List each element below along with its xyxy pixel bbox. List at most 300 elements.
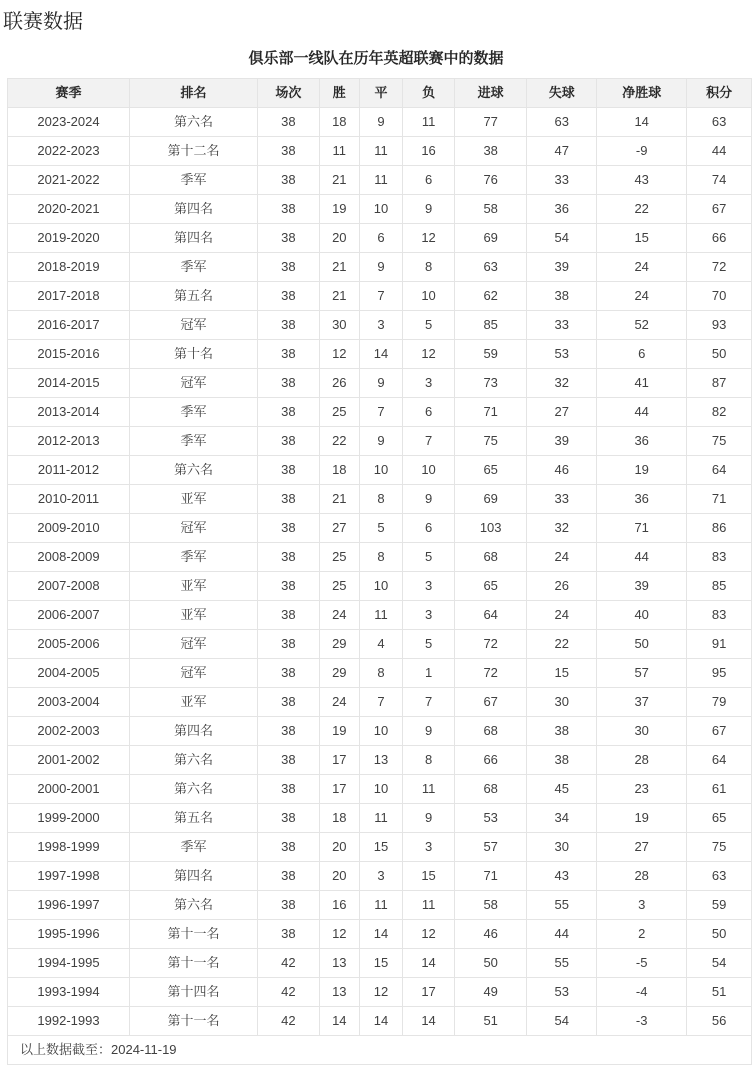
cell-season: 2016-2017 <box>8 311 130 340</box>
table-row <box>8 282 752 311</box>
cell-goals-for: 68 <box>455 543 527 572</box>
cell-points: 63 <box>687 108 752 137</box>
cell-wins: 19 <box>319 195 359 224</box>
cell-season: 2007-2008 <box>8 572 130 601</box>
cell-played: 38 <box>257 891 319 920</box>
cell-season: 2013-2014 <box>8 398 130 427</box>
cell-goals-for: 77 <box>455 108 527 137</box>
cell-goal-diff: 28 <box>597 746 687 775</box>
cell-played: 38 <box>257 340 319 369</box>
cell-losses: 14 <box>403 1007 455 1036</box>
cell-goals-for: 65 <box>455 456 527 485</box>
cell-season: 2000-2001 <box>8 775 130 804</box>
cell-losses: 14 <box>403 949 455 978</box>
cell-season: 2001-2002 <box>8 746 130 775</box>
table-row <box>8 572 752 601</box>
cell-draws: 10 <box>359 717 402 746</box>
table-row <box>8 688 752 717</box>
cell-played: 38 <box>257 746 319 775</box>
cell-goal-diff: 36 <box>597 485 687 514</box>
cell-season: 2017-2018 <box>8 282 130 311</box>
cell-goals-against: 44 <box>527 920 597 949</box>
cell-rank: 季军 <box>130 427 258 456</box>
cell-season: 2012-2013 <box>8 427 130 456</box>
cell-played: 42 <box>257 978 319 1007</box>
cell-draws: 11 <box>359 601 402 630</box>
cell-draws: 9 <box>359 108 402 137</box>
cell-losses: 9 <box>403 717 455 746</box>
cell-losses: 17 <box>403 978 455 1007</box>
cell-goals-against: 36 <box>527 195 597 224</box>
table-row <box>8 340 752 369</box>
cell-season: 2014-2015 <box>8 369 130 398</box>
cell-points: 64 <box>687 456 752 485</box>
cell-rank: 季军 <box>130 398 258 427</box>
cell-points: 70 <box>687 282 752 311</box>
cell-losses: 8 <box>403 746 455 775</box>
cell-played: 38 <box>257 253 319 282</box>
cell-goals-for: 71 <box>455 398 527 427</box>
cell-points: 72 <box>687 253 752 282</box>
table-row <box>8 978 752 1007</box>
table-row <box>8 195 752 224</box>
cell-draws: 11 <box>359 137 402 166</box>
cell-losses: 1 <box>403 659 455 688</box>
page-title: 联赛数据 <box>3 11 83 33</box>
cell-rank: 亚军 <box>130 485 258 514</box>
cell-points: 71 <box>687 485 752 514</box>
cell-goals-against: 30 <box>527 833 597 862</box>
cell-rank: 亚军 <box>130 572 258 601</box>
cell-points: 61 <box>687 775 752 804</box>
cell-losses: 10 <box>403 282 455 311</box>
cell-losses: 12 <box>403 224 455 253</box>
cell-draws: 3 <box>359 862 402 891</box>
cell-goals-against: 43 <box>527 862 597 891</box>
cell-season: 1995-1996 <box>8 920 130 949</box>
cell-rank: 第十一名 <box>130 1007 258 1036</box>
cell-draws: 7 <box>359 282 402 311</box>
cell-rank: 第十名 <box>130 340 258 369</box>
cell-losses: 11 <box>403 891 455 920</box>
table-row <box>8 717 752 746</box>
cell-losses: 9 <box>403 804 455 833</box>
cell-losses: 5 <box>403 311 455 340</box>
cell-season: 2009-2010 <box>8 514 130 543</box>
cell-points: 95 <box>687 659 752 688</box>
cell-losses: 15 <box>403 862 455 891</box>
cell-season: 1993-1994 <box>8 978 130 1007</box>
cell-goal-diff: 71 <box>597 514 687 543</box>
cell-losses: 12 <box>403 920 455 949</box>
column-header-draws: 平 <box>359 79 402 108</box>
cell-rank: 季军 <box>130 166 258 195</box>
cell-rank: 第六名 <box>130 108 258 137</box>
cell-wins: 25 <box>319 543 359 572</box>
cell-goals-against: 45 <box>527 775 597 804</box>
table-row <box>8 630 752 659</box>
table-row <box>8 659 752 688</box>
cell-played: 38 <box>257 485 319 514</box>
cell-goals-for: 58 <box>455 195 527 224</box>
cell-played: 38 <box>257 920 319 949</box>
cell-draws: 10 <box>359 456 402 485</box>
cell-goals-for: 50 <box>455 949 527 978</box>
cell-points: 91 <box>687 630 752 659</box>
page <box>0 10 752 1065</box>
cell-goal-diff: 44 <box>597 398 687 427</box>
table-row <box>8 427 752 456</box>
cell-season: 2002-2003 <box>8 717 130 746</box>
table-row <box>8 920 752 949</box>
cell-draws: 15 <box>359 833 402 862</box>
cell-points: 75 <box>687 833 752 862</box>
cell-goals-for: 69 <box>455 224 527 253</box>
cell-points: 64 <box>687 746 752 775</box>
cell-played: 38 <box>257 572 319 601</box>
cell-wins: 16 <box>319 891 359 920</box>
cell-played: 38 <box>257 601 319 630</box>
cell-goals-against: 39 <box>527 427 597 456</box>
cell-draws: 5 <box>359 514 402 543</box>
cell-goal-diff: 41 <box>597 369 687 398</box>
cell-losses: 10 <box>403 456 455 485</box>
table-row <box>8 253 752 282</box>
cell-goal-diff: -9 <box>597 137 687 166</box>
table-row <box>8 862 752 891</box>
cell-played: 38 <box>257 108 319 137</box>
cell-points: 74 <box>687 166 752 195</box>
cell-draws: 4 <box>359 630 402 659</box>
table-row <box>8 746 752 775</box>
table-row <box>8 804 752 833</box>
cell-points: 93 <box>687 311 752 340</box>
cell-goals-for: 58 <box>455 891 527 920</box>
cell-played: 42 <box>257 949 319 978</box>
cell-goal-diff: 30 <box>597 717 687 746</box>
cell-goals-against: 53 <box>527 340 597 369</box>
cell-wins: 20 <box>319 224 359 253</box>
cell-points: 59 <box>687 891 752 920</box>
cell-goal-diff: 44 <box>597 543 687 572</box>
cell-wins: 19 <box>319 717 359 746</box>
table-row <box>8 108 752 137</box>
table-row <box>8 775 752 804</box>
cell-goals-for: 62 <box>455 282 527 311</box>
cell-goals-against: 32 <box>527 514 597 543</box>
cell-goals-against: 22 <box>527 630 597 659</box>
cell-draws: 9 <box>359 427 402 456</box>
cell-season: 2019-2020 <box>8 224 130 253</box>
cell-goal-diff: -5 <box>597 949 687 978</box>
cell-wins: 29 <box>319 659 359 688</box>
cell-goal-diff: 19 <box>597 456 687 485</box>
cell-points: 65 <box>687 804 752 833</box>
cell-wins: 17 <box>319 746 359 775</box>
cell-points: 50 <box>687 920 752 949</box>
cell-wins: 18 <box>319 804 359 833</box>
column-header-goals-for: 进球 <box>455 79 527 108</box>
cell-goals-for: 67 <box>455 688 527 717</box>
cell-goals-against: 63 <box>527 108 597 137</box>
cell-goal-diff: 6 <box>597 340 687 369</box>
cell-goals-against: 24 <box>527 543 597 572</box>
cell-season: 2004-2005 <box>8 659 130 688</box>
cell-goals-for: 57 <box>455 833 527 862</box>
cell-season: 2020-2021 <box>8 195 130 224</box>
cell-points: 79 <box>687 688 752 717</box>
cell-points: 63 <box>687 862 752 891</box>
cell-goals-for: 59 <box>455 340 527 369</box>
cell-wins: 25 <box>319 398 359 427</box>
cell-goals-for: 76 <box>455 166 527 195</box>
cell-wins: 20 <box>319 833 359 862</box>
cell-wins: 13 <box>319 978 359 1007</box>
cell-draws: 8 <box>359 485 402 514</box>
cell-wins: 21 <box>319 485 359 514</box>
cell-goals-for: 72 <box>455 630 527 659</box>
cell-goals-for: 63 <box>455 253 527 282</box>
cell-wins: 21 <box>319 253 359 282</box>
cell-goals-for: 64 <box>455 601 527 630</box>
cell-losses: 5 <box>403 630 455 659</box>
cell-goal-diff: 27 <box>597 833 687 862</box>
cell-goal-diff: 50 <box>597 630 687 659</box>
cell-goal-diff: 14 <box>597 108 687 137</box>
cell-points: 54 <box>687 949 752 978</box>
cell-goals-for: 68 <box>455 717 527 746</box>
cell-draws: 13 <box>359 746 402 775</box>
cell-points: 83 <box>687 543 752 572</box>
cell-rank: 第四名 <box>130 862 258 891</box>
cell-draws: 10 <box>359 775 402 804</box>
table-row <box>8 833 752 862</box>
cell-goals-against: 55 <box>527 891 597 920</box>
cell-goals-against: 15 <box>527 659 597 688</box>
cell-wins: 11 <box>319 137 359 166</box>
cell-points: 67 <box>687 195 752 224</box>
column-header-points: 积分 <box>687 79 752 108</box>
table-caption: 俱乐部一线队在历年英超联赛中的数据 <box>248 50 504 67</box>
cell-goal-diff: 24 <box>597 253 687 282</box>
cell-losses: 7 <box>403 688 455 717</box>
cell-goal-diff: 24 <box>597 282 687 311</box>
cell-goal-diff: -3 <box>597 1007 687 1036</box>
column-header-losses: 负 <box>403 79 455 108</box>
cell-wins: 24 <box>319 601 359 630</box>
cell-played: 38 <box>257 311 319 340</box>
cell-season: 2022-2023 <box>8 137 130 166</box>
cell-goal-diff: 39 <box>597 572 687 601</box>
cell-draws: 14 <box>359 920 402 949</box>
cell-losses: 6 <box>403 514 455 543</box>
cell-losses: 16 <box>403 137 455 166</box>
cell-rank: 季军 <box>130 253 258 282</box>
cell-wins: 12 <box>319 920 359 949</box>
column-header-goals-against: 失球 <box>527 79 597 108</box>
cell-draws: 8 <box>359 659 402 688</box>
cell-goals-against: 54 <box>527 224 597 253</box>
cell-season: 2011-2012 <box>8 456 130 485</box>
table-header-row <box>8 79 752 108</box>
cell-played: 38 <box>257 369 319 398</box>
cell-goals-against: 47 <box>527 137 597 166</box>
cell-goals-for: 85 <box>455 311 527 340</box>
cell-rank: 冠军 <box>130 311 258 340</box>
cell-goals-against: 38 <box>527 746 597 775</box>
cell-goal-diff: 15 <box>597 224 687 253</box>
cell-goals-for: 68 <box>455 775 527 804</box>
cell-draws: 14 <box>359 340 402 369</box>
cell-rank: 第四名 <box>130 195 258 224</box>
cell-goal-diff: 3 <box>597 891 687 920</box>
cell-rank: 第六名 <box>130 746 258 775</box>
cell-wins: 24 <box>319 688 359 717</box>
cell-draws: 6 <box>359 224 402 253</box>
cell-season: 2005-2006 <box>8 630 130 659</box>
cell-rank: 亚军 <box>130 688 258 717</box>
cell-goals-against: 53 <box>527 978 597 1007</box>
table-row <box>8 311 752 340</box>
cell-goals-against: 33 <box>527 311 597 340</box>
cell-points: 87 <box>687 369 752 398</box>
cell-points: 75 <box>687 427 752 456</box>
cell-goals-for: 72 <box>455 659 527 688</box>
cell-rank: 第五名 <box>130 804 258 833</box>
cell-season: 1999-2000 <box>8 804 130 833</box>
table-row <box>8 485 752 514</box>
cell-points: 51 <box>687 978 752 1007</box>
cell-played: 38 <box>257 717 319 746</box>
table-footer <box>8 1036 752 1065</box>
cell-draws: 7 <box>359 688 402 717</box>
table-row <box>8 1007 752 1036</box>
cell-season: 2015-2016 <box>8 340 130 369</box>
cell-draws: 11 <box>359 891 402 920</box>
table-row <box>8 369 752 398</box>
table-row <box>8 456 752 485</box>
cell-played: 38 <box>257 398 319 427</box>
cell-wins: 18 <box>319 456 359 485</box>
cell-losses: 3 <box>403 369 455 398</box>
cell-goals-for: 75 <box>455 427 527 456</box>
cell-rank: 第六名 <box>130 891 258 920</box>
cell-losses: 3 <box>403 572 455 601</box>
table-row <box>8 601 752 630</box>
cell-season: 2003-2004 <box>8 688 130 717</box>
cell-goals-against: 46 <box>527 456 597 485</box>
cell-rank: 季军 <box>130 833 258 862</box>
cell-played: 38 <box>257 514 319 543</box>
column-header-wins: 胜 <box>319 79 359 108</box>
cell-wins: 21 <box>319 166 359 195</box>
cell-losses: 7 <box>403 427 455 456</box>
cell-draws: 10 <box>359 572 402 601</box>
cell-played: 38 <box>257 166 319 195</box>
cell-goal-diff: 2 <box>597 920 687 949</box>
cell-rank: 第四名 <box>130 717 258 746</box>
cell-losses: 8 <box>403 253 455 282</box>
cell-goals-against: 30 <box>527 688 597 717</box>
cell-points: 66 <box>687 224 752 253</box>
cell-goals-against: 54 <box>527 1007 597 1036</box>
cell-draws: 9 <box>359 369 402 398</box>
column-header-rank: 排名 <box>130 79 258 108</box>
cell-losses: 9 <box>403 195 455 224</box>
cell-losses: 3 <box>403 601 455 630</box>
table-row <box>8 137 752 166</box>
cell-draws: 14 <box>359 1007 402 1036</box>
cell-rank: 第十四名 <box>130 978 258 1007</box>
cell-rank: 冠军 <box>130 369 258 398</box>
table-row <box>8 224 752 253</box>
cell-goals-against: 38 <box>527 717 597 746</box>
cell-played: 38 <box>257 427 319 456</box>
cell-played: 38 <box>257 659 319 688</box>
cell-rank: 第十二名 <box>130 137 258 166</box>
cell-goals-against: 27 <box>527 398 597 427</box>
cell-goal-diff: 57 <box>597 659 687 688</box>
cell-points: 82 <box>687 398 752 427</box>
cell-wins: 29 <box>319 630 359 659</box>
cell-season: 2018-2019 <box>8 253 130 282</box>
cell-season: 1992-1993 <box>8 1007 130 1036</box>
column-header-season: 赛季 <box>8 79 130 108</box>
cell-goal-diff: 19 <box>597 804 687 833</box>
cell-wins: 27 <box>319 514 359 543</box>
cell-losses: 6 <box>403 166 455 195</box>
league-data-table <box>7 78 752 1065</box>
cell-goals-against: 26 <box>527 572 597 601</box>
cell-goals-against: 39 <box>527 253 597 282</box>
cell-draws: 8 <box>359 543 402 572</box>
table-row <box>8 949 752 978</box>
table-footnote-row <box>8 1036 752 1065</box>
cell-wins: 22 <box>319 427 359 456</box>
table-header <box>8 79 752 108</box>
cell-losses: 3 <box>403 833 455 862</box>
cell-draws: 15 <box>359 949 402 978</box>
cell-rank: 冠军 <box>130 630 258 659</box>
cell-goal-diff: -4 <box>597 978 687 1007</box>
column-header-goal-diff: 净胜球 <box>597 79 687 108</box>
cell-losses: 6 <box>403 398 455 427</box>
cell-losses: 12 <box>403 340 455 369</box>
cell-wins: 12 <box>319 340 359 369</box>
cell-wins: 20 <box>319 862 359 891</box>
cell-draws: 11 <box>359 166 402 195</box>
cell-rank: 第五名 <box>130 282 258 311</box>
cell-wins: 13 <box>319 949 359 978</box>
cell-goal-diff: 22 <box>597 195 687 224</box>
cell-goals-against: 34 <box>527 804 597 833</box>
cell-goals-for: 73 <box>455 369 527 398</box>
cell-points: 67 <box>687 717 752 746</box>
cell-wins: 18 <box>319 108 359 137</box>
cell-goals-against: 55 <box>527 949 597 978</box>
cell-goal-diff: 40 <box>597 601 687 630</box>
cell-goals-against: 33 <box>527 166 597 195</box>
cell-season: 2021-2022 <box>8 166 130 195</box>
cell-rank: 第十一名 <box>130 920 258 949</box>
cell-played: 38 <box>257 137 319 166</box>
cell-goal-diff: 28 <box>597 862 687 891</box>
cell-season: 1996-1997 <box>8 891 130 920</box>
cell-goals-against: 32 <box>527 369 597 398</box>
cell-played: 38 <box>257 630 319 659</box>
cell-played: 38 <box>257 195 319 224</box>
column-header-played: 场次 <box>257 79 319 108</box>
